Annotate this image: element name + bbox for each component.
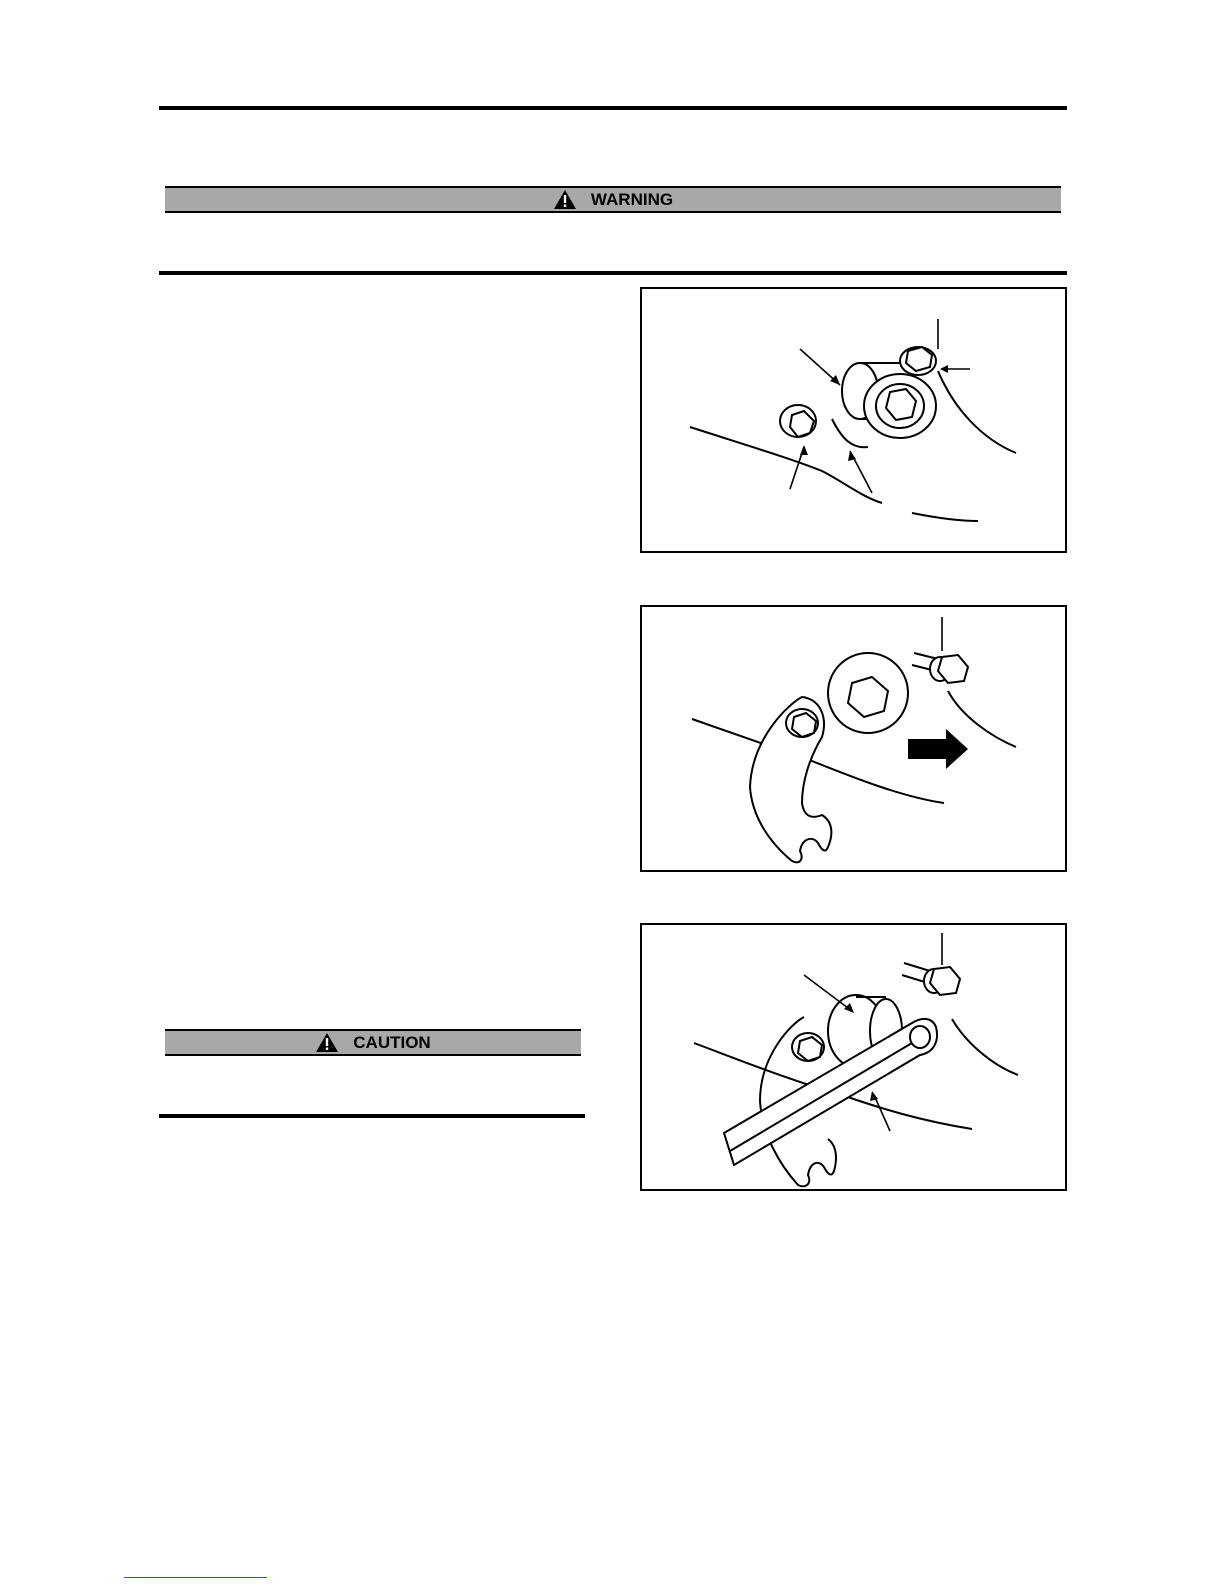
figure-1	[640, 287, 1067, 553]
figure-2	[640, 605, 1067, 872]
top-rule	[159, 106, 1067, 110]
caution-label: CAUTION	[353, 1032, 431, 1052]
warning-banner	[165, 186, 1061, 213]
section-rule	[159, 271, 1067, 275]
bracket-arrow-icon	[642, 607, 1069, 874]
warning-triangle-icon	[315, 1032, 339, 1053]
figure-3	[640, 923, 1067, 1191]
warning-triangle-icon	[553, 189, 577, 210]
warning-label: WARNING	[590, 189, 674, 209]
bolt-cylinder-icon	[642, 289, 1069, 555]
wrench-bolt-icon	[642, 925, 1069, 1193]
footer-link[interactable]	[124, 1577, 267, 1578]
caution-rule	[159, 1114, 585, 1118]
direction-arrow-icon	[908, 729, 968, 769]
caution-banner	[165, 1029, 581, 1056]
